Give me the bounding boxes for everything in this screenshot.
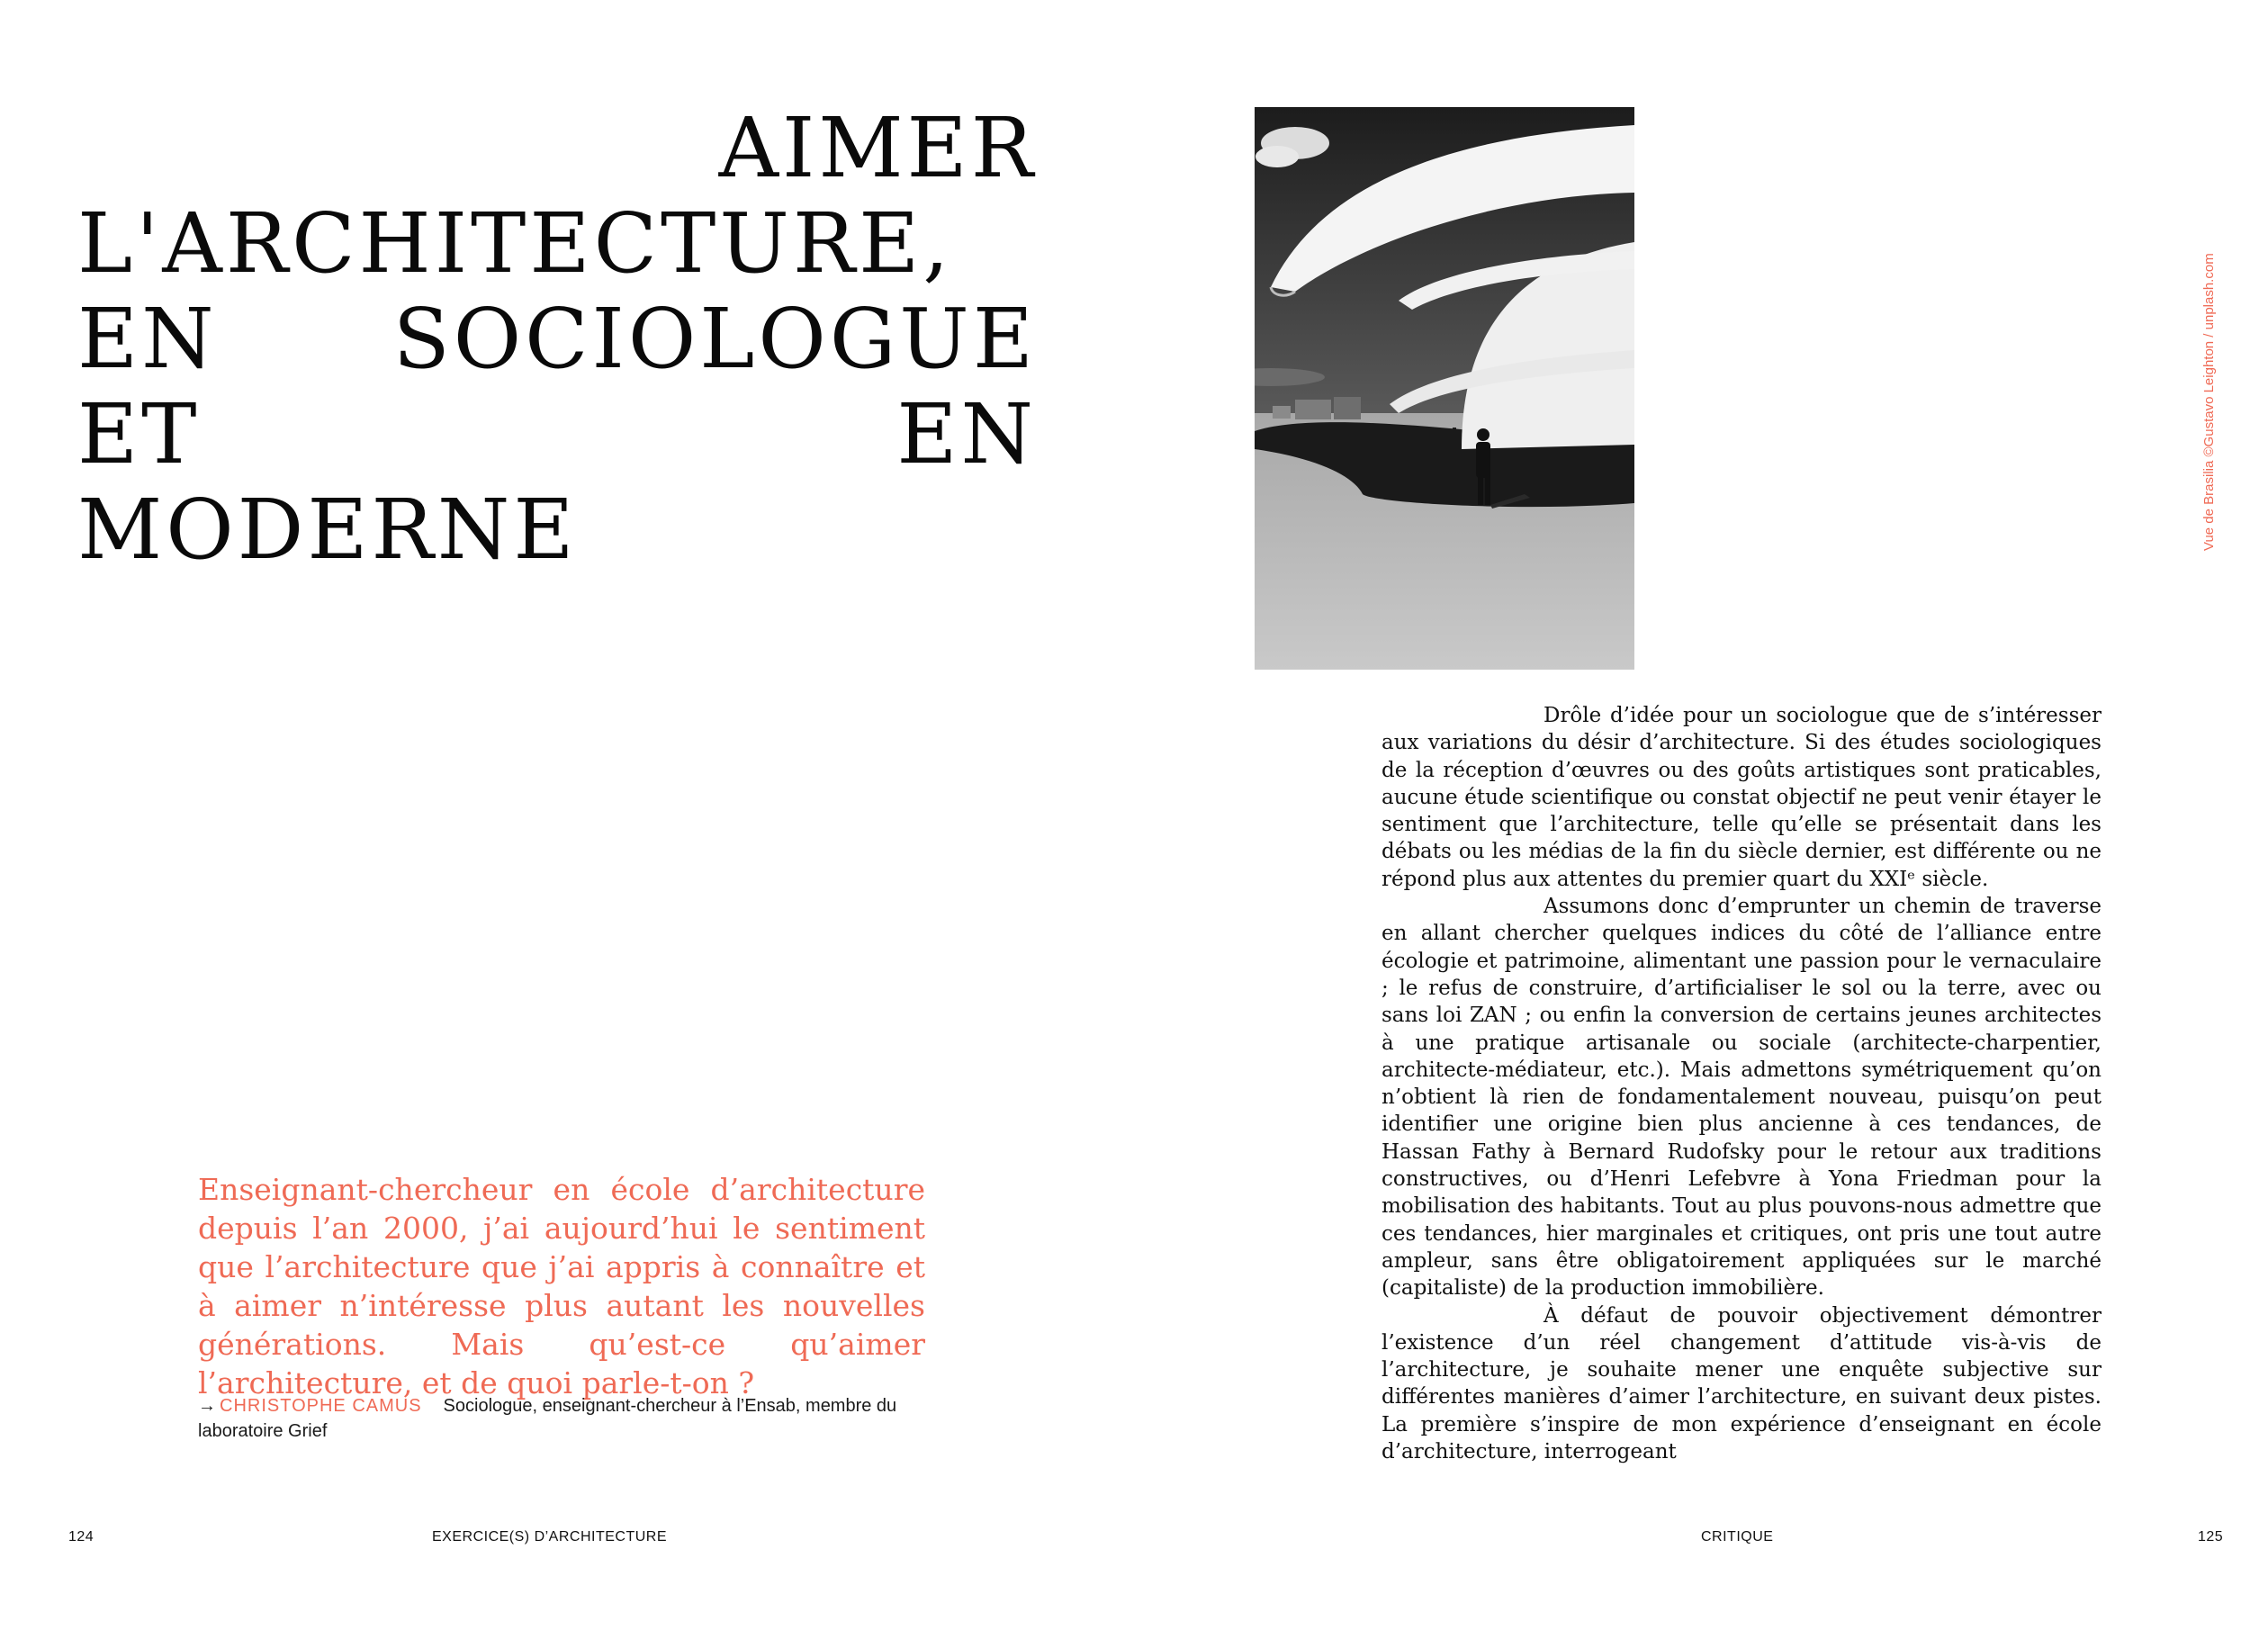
body-paragraph-3: À défaut de pouvoir objectivement démontrer l’existence d’un réel changement d’attitude vis-à-vis de l’architecture, je souhaite mener une enquête subjective sur différentes manières d’aimer l’architecture, en suivant deux pistes. La première s’inspire de mon expérience d’enseignant en école d’architecture, interrogeant [1382, 1303, 2102, 1464]
title-line-2: L'ARCHITECTURE, [77, 195, 953, 292]
architecture-photo [1255, 107, 1634, 670]
running-header-right: CRITIQUE [1701, 1529, 1774, 1544]
title-line-3-left: EN [77, 291, 218, 387]
author-role: Sociologue, enseignant-chercheur à l’Ensab, membre du laboratoire Grief [198, 1396, 897, 1441]
author-byline [198, 1393, 900, 1444]
page-number-left: 124 [68, 1529, 94, 1544]
body-paragraph-2: Assumons donc d’emprunter un chemin de traverse en allant chercher quelques indices du côté de l’alliance entre écologie et patrimoine, alimentant une passion pour le vernaculaire ; le refus de construire, d’artificialiser le sol ou la terre, avec ou sans loi ZAN ; ou enfin la conversion de certains jeunes architectes à une pratique artisanale ou sociale (architecte-charpentier, architecte-médiateur, etc.). Mais admettons symétriquement qu’on n’obtient là rien de fondamentalement nouveau, puisqu’on peut identifier une origine bien plus ancienne à ces tendances, de Hassan Fathy à Bernard Rudofsky pour le retour aux traditions constructives, ou d’Henri Lefebvre à Yona Friedman pour la mobilisation des habitants. Tout au plus pouvons-nous admettre que ces tendances, hier marginales et critiques, ont pris une tout autre ampleur, sans être obligatoirement appliquées sur le marché (capitaliste) de la production immobilière. [1382, 895, 2102, 1301]
article-title [77, 101, 1037, 578]
photo-credit: Vue de Brasilia ©Gustavo Leighton / unplash.com [2201, 253, 2217, 551]
title-line-4-left: ET [77, 386, 201, 482]
title-line-4-right: EN [896, 386, 1037, 482]
title-line-3-right: SOCIOLOGUE [392, 291, 1037, 387]
page-number-right: 125 [2198, 1529, 2224, 1544]
lead-paragraph: Enseignant-chercheur en école d’architecture depuis l’an 2000, j’ai aujourd’hui le sentiment que l’architecture que j’ai appris à connaître et à aimer n’intéresse plus autant les nouvelles générations. Mais qu’est-ce qu’aimer l’architecture, et de quoi parle-t-on ? [198, 1172, 925, 1400]
running-header-left: EXERCICE(S) D’ARCHITECTURE [432, 1529, 668, 1544]
article-body [1382, 702, 2102, 1465]
title-line-5: MODERNE [77, 482, 578, 578]
title-line-1: AIMER [718, 100, 1037, 196]
arrow-right-icon: → [198, 1396, 216, 1416]
author-name: CHRISTOPHE CAMUS [220, 1396, 422, 1416]
body-paragraph-1: Drôle d’idée pour un sociologue que de s’intéresser aux variations du désir d’architecture. Si des études sociologiques de la réception d’œuvres ou des goûts artistiques sont praticables, aucune étude scientifique ou constat objectif ne peut venir étayer le sentiment que l’architecture, telle qu’elle se présentait dans les débats ou les médias de la fin du siècle dernier, est différente ou ne répond plus aux attentes du premier quart du XXIᵉ siècle. [1382, 704, 2102, 891]
